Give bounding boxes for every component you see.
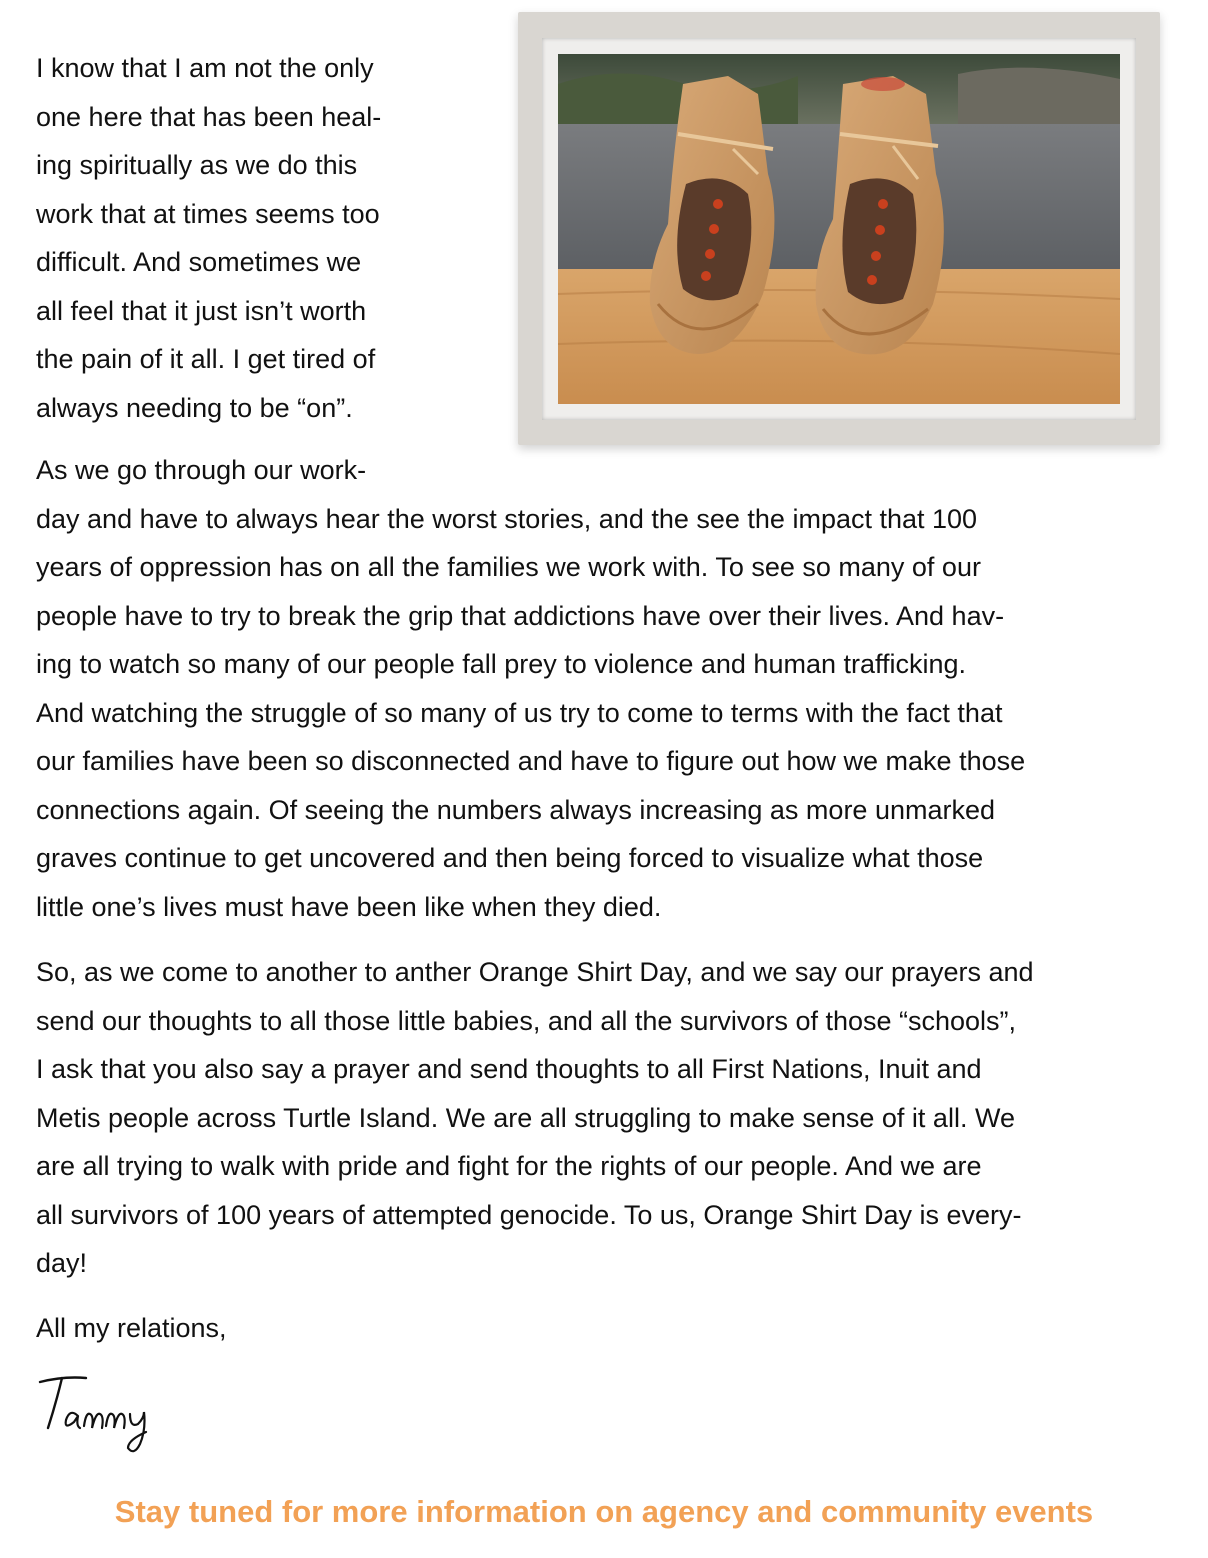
text-line: difficult. And sometimes we (36, 247, 362, 277)
closing-line: All my relations, (36, 1313, 227, 1343)
text-line: are all trying to walk with pride and fight for the rights of our people. And we are (36, 1151, 982, 1181)
text-line: ing spiritually as we do this (36, 150, 358, 180)
text-line: little one’s lives must have been like when they died. (36, 891, 662, 922)
text-line: day and have to always hear the worst stories, and the see the impact that 100 (36, 503, 978, 534)
footer-announcement: Stay tuned for more information on agency and community events (114, 1494, 1094, 1529)
text-line: the pain of it all. I get tired of (36, 344, 376, 374)
text-line: all feel that it just isn’t worth (36, 295, 367, 326)
text-line: one here that has been heal- (36, 101, 382, 132)
text-line: people have to try to break the grip that addictions have over their lives. And hav- (36, 600, 1005, 631)
text-line: graves continue to get uncovered and then being forced to visualize what those (36, 843, 984, 873)
text-line: all survivors of 100 years of attempted genocide. To us, Orange Shirt Day is every- (36, 1199, 1022, 1230)
photo-frame (518, 12, 1160, 445)
text-line: I ask that you also say a prayer and send thoughts to all First Nations, Inuit and (36, 1054, 982, 1084)
text-line: our families have been so disconnected and have to figure out how we make those (36, 746, 1026, 776)
text-line: day! (36, 1248, 88, 1278)
photo-mat (542, 38, 1136, 420)
text-line: send our thoughts to all those little babies, and all the survivors of those “schools”, (36, 1005, 1017, 1036)
text-line: Metis people across Turtle Island. We are all struggling to make sense of it all. We (36, 1102, 1015, 1133)
text-line: ing to watch so many of our people fall prey to violence and human trafficking. (36, 649, 967, 679)
handwritten-signature (34, 1368, 194, 1458)
text-line: So, as we come to another to anther Orange Shirt Day, and we say our prayers and (36, 957, 1034, 987)
text-line: always needing to be “on”. (36, 392, 353, 423)
text-line: As we go through our work- (36, 455, 367, 485)
middle-paragraph (36, 446, 1176, 931)
final-paragraph (36, 948, 1176, 1288)
text-line: years of oppression has on all the families we work with. To see so many of our (36, 552, 981, 582)
text-line: And watching the struggle of so many of us try to come to terms with the fact that (36, 697, 1003, 728)
moccasins-photo (558, 54, 1120, 404)
text-line: connections again. Of seeing the numbers always increasing as more unmarked (36, 794, 996, 825)
intro-paragraph (36, 44, 456, 432)
text-line: I know that I am not the only (36, 53, 374, 83)
text-line: work that at times seems too (36, 198, 380, 229)
